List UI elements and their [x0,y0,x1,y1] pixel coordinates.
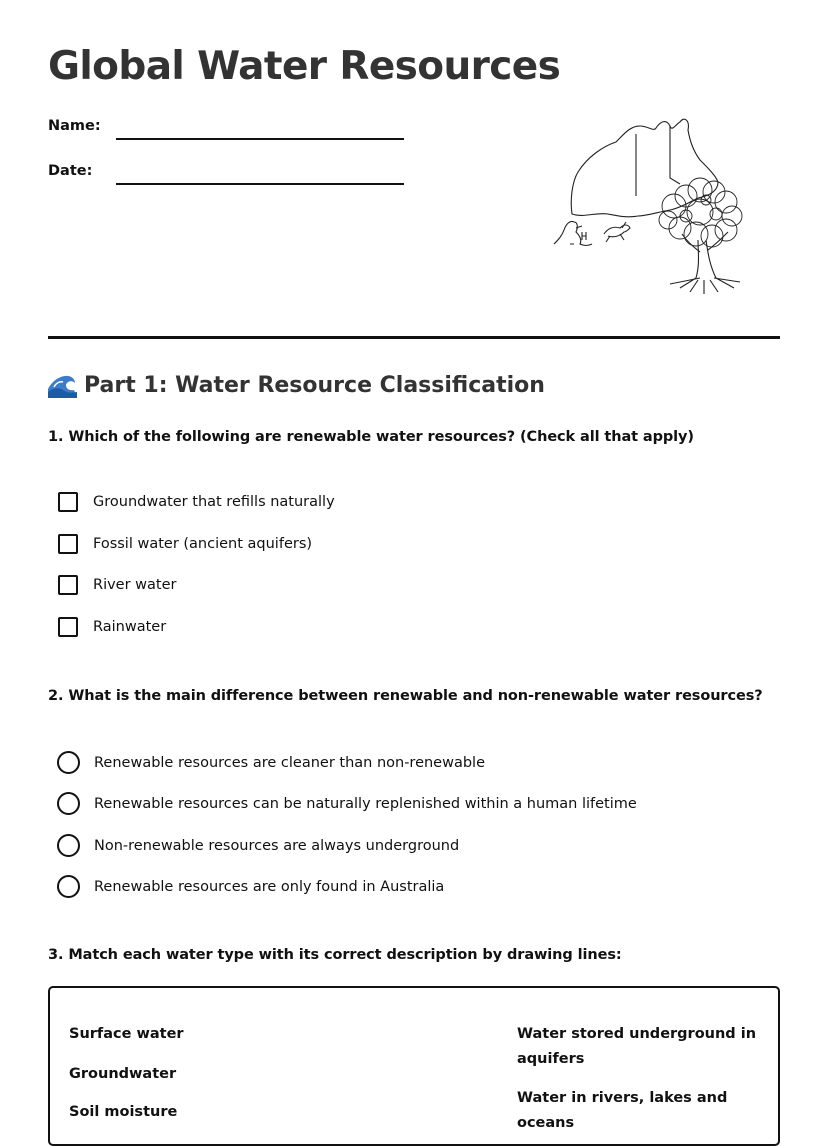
q2-option[interactable] [58,834,459,857]
option-label: Groundwater that refills naturally [93,494,335,510]
radio-button[interactable] [57,792,80,815]
matching-box [48,986,780,1146]
radio-button[interactable] [57,834,80,857]
q2-option[interactable] [58,792,637,815]
match-left-item[interactable]: Groundwater [69,1066,177,1082]
date-field[interactable] [116,183,404,185]
name-field[interactable] [116,138,404,140]
checkbox[interactable] [58,575,78,595]
radio-button[interactable] [57,751,80,774]
option-label: Rainwater [93,619,167,635]
match-right-item[interactable]: Water stored underground in aquifers [517,1026,757,1067]
option-label: River water [93,577,177,593]
question-1: 1. Which of the following are renewable water resources? (Check all that apply) [48,429,694,445]
q1-option[interactable] [58,617,166,637]
match-right-item[interactable]: Water in rivers, lakes and oceans [517,1090,728,1131]
q1-option[interactable] [58,534,312,554]
option-label: Fossil water (ancient aquifers) [93,536,313,552]
match-left-item[interactable]: Surface water [69,1026,184,1042]
option-label: Renewable resources are only found in Australia [94,878,445,895]
q1-option[interactable] [58,575,177,595]
q2-option[interactable] [58,751,485,774]
option-label: Renewable resources are cleaner than non-renewable [94,754,486,771]
checkbox[interactable] [58,534,78,554]
page-title: Global Water Resources [48,44,561,89]
section-divider [48,336,780,339]
q1-option[interactable] [58,492,335,512]
option-label: Renewable resources can be naturally replenished within a human lifetime [94,795,637,812]
checkbox[interactable] [58,617,78,637]
question-2: 2. What is the main difference between renewable and non-renewable water resources? [48,688,763,704]
name-label: Name: [48,118,101,134]
date-label: Date: [48,163,93,179]
match-left-item[interactable]: Soil moisture [69,1104,178,1120]
checkbox[interactable] [58,492,78,512]
question-3: 3. Match each water type with its correct description by drawing lines: [48,947,622,963]
wave-icon [48,372,77,398]
section-title-text: Part 1: Water Resource Classification [84,372,545,398]
q2-option[interactable] [58,875,444,898]
radio-button[interactable] [57,875,80,898]
option-label: Non-renewable resources are always underground [94,837,460,854]
australia-illustration [548,112,762,298]
section-title-part1 [48,372,545,398]
